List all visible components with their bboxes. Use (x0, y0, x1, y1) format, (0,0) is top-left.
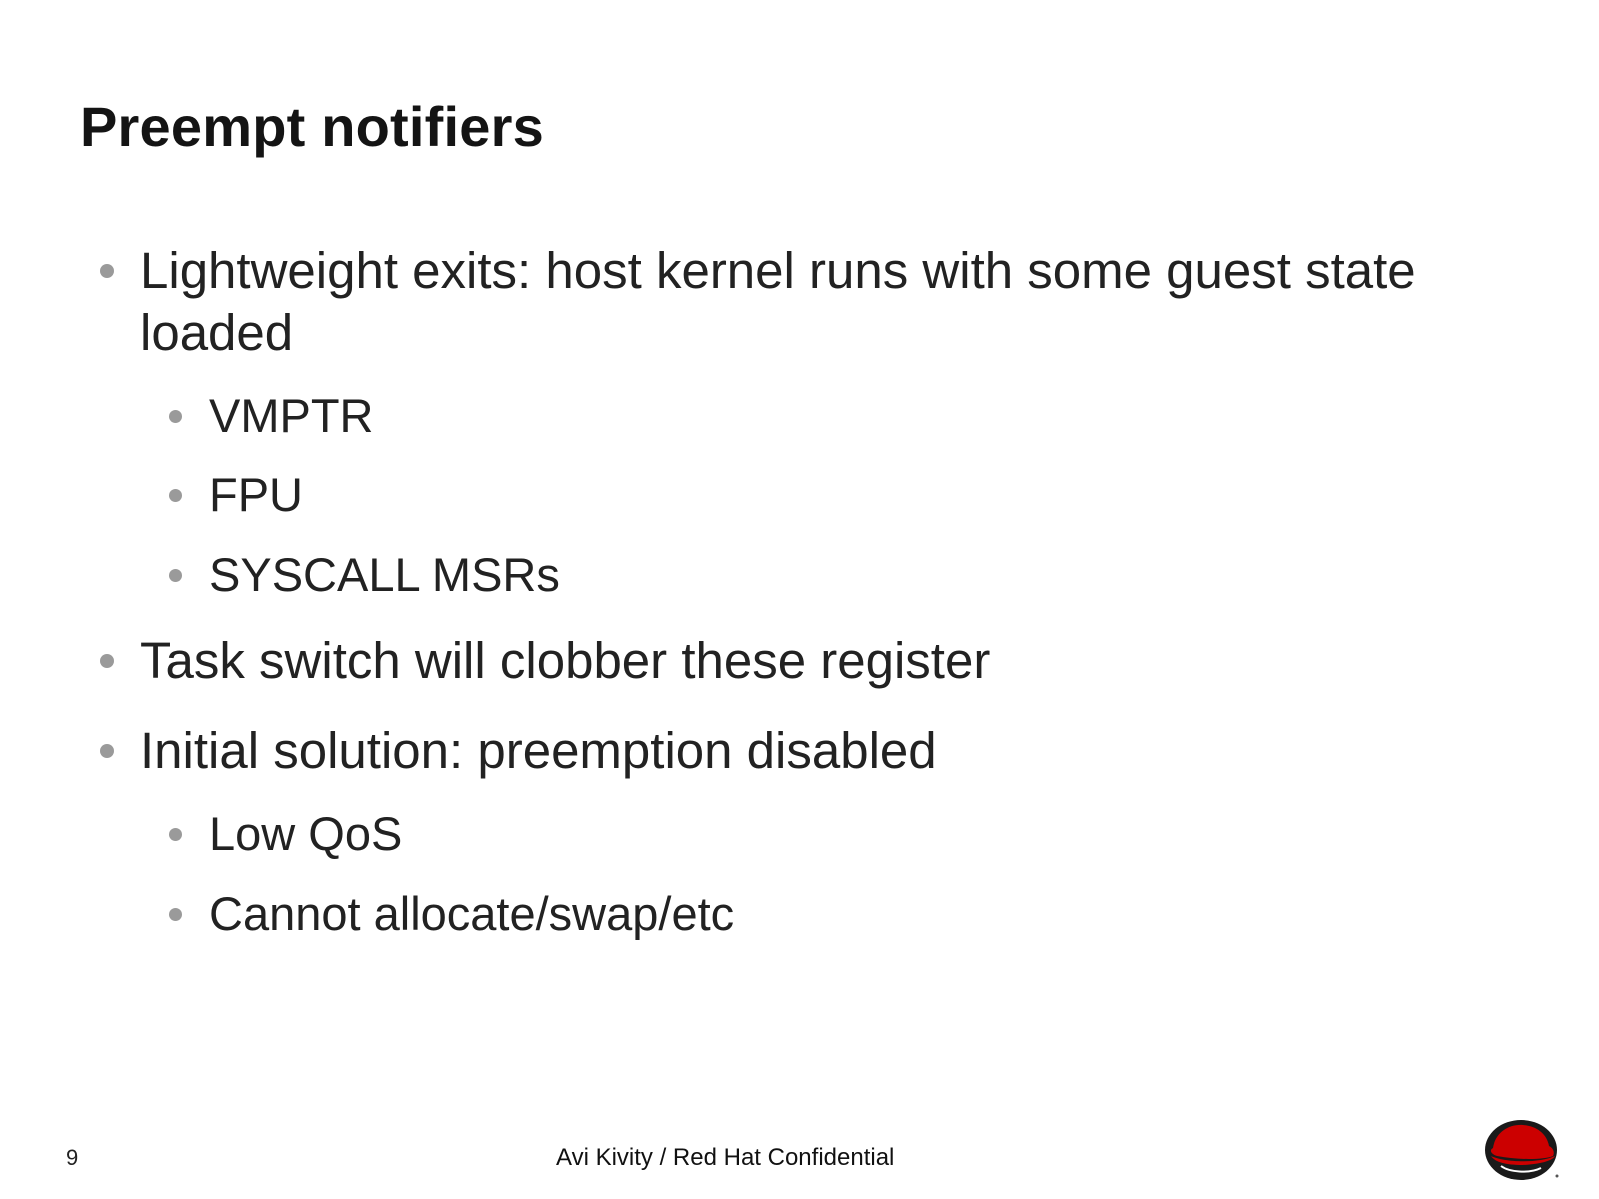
bullet-text: Low QoS (209, 807, 403, 860)
bullet-dot-icon (169, 489, 182, 502)
bullet-dot-icon (100, 264, 114, 278)
bullet-item (140, 720, 1470, 782)
bullet-item (140, 630, 1470, 692)
bullet-text: SYSCALL MSRs (209, 548, 560, 601)
bullet-dot-icon (169, 410, 182, 423)
bullet-dot-icon (169, 828, 182, 841)
bullet-dot-icon (100, 744, 114, 758)
sub-bullet-item (209, 806, 402, 862)
sub-bullet-item (209, 547, 560, 603)
sub-bullet-item (209, 886, 734, 942)
bullet-text: Initial solution: preemption disabled (140, 722, 937, 779)
red-hat-logo-icon (1483, 1116, 1563, 1182)
bullet-text: Task switch will clobber these register (140, 632, 991, 689)
slide-title: Preempt notifiers (80, 95, 544, 158)
bullet-text: FPU (209, 468, 303, 521)
bullet-text: Cannot allocate/swap/etc (209, 887, 735, 940)
sub-bullet-item (209, 388, 374, 444)
bullet-text: Lightweight exits: host kernel runs with some guest state loaded (140, 242, 1416, 361)
footer-text: Avi Kivity / Red Hat Confidential (556, 1144, 895, 1171)
bullet-dot-icon (100, 654, 114, 668)
bullet-dot-icon (169, 908, 182, 921)
page-number: 9 (66, 1145, 79, 1170)
bullet-item (140, 240, 1470, 364)
sub-bullet-item (209, 467, 303, 523)
bullet-dot-icon (169, 569, 182, 582)
bullet-text: VMPTR (209, 389, 374, 442)
